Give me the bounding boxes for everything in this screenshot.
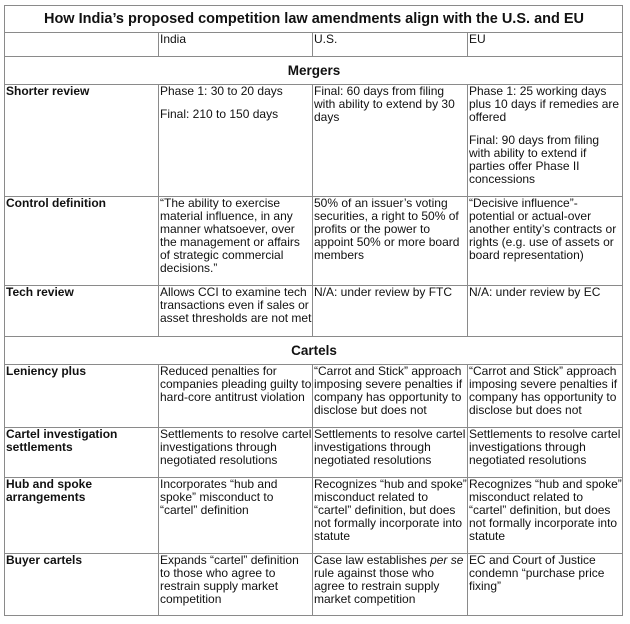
cell-paragraph [469,478,622,543]
table-row [5,365,623,428]
cell-paragraph [314,286,467,299]
cell-paragraph [160,286,312,325]
table-row [5,428,623,478]
row-label: Buyer cartels [5,554,159,616]
comparison-table [4,5,623,616]
cell-text: 50% of an issuer’s voting securities, a right to 50% of profits or the power to appoint 50% or more board members [314,196,460,262]
cell-text: Recognizes “hub and spoke” misconduct related to “cartel” definition, but does not formally incorporate into statute [314,477,467,543]
section-row [5,57,623,85]
cell-paragraph [469,134,622,186]
cell-eu [468,428,623,478]
section-heading: Cartels [5,337,623,365]
cell-text: Incorporates “hub and spoke” misconduct to “cartel” definition [160,477,278,517]
cell-text: Recognizes “hub and spoke” misconduct related to “cartel” definition, but does not formally incorporate into statute [469,477,622,543]
cell-paragraph [160,478,312,517]
cell-paragraph [314,365,467,417]
cell-paragraph [160,365,312,404]
cell-india [159,286,313,337]
title-row [5,6,623,33]
header-india: India [159,33,313,57]
cell-text: “The ability to exercise material influence, in any manner whatsoever, over the management or affairs of strategic commercial decisions.” [160,196,300,275]
cell-india [159,554,313,616]
section-row [5,337,623,365]
cell-paragraph [469,428,622,467]
cell-india [159,85,313,197]
cell-paragraph [160,85,312,98]
cell-text: Reduced penalties for companies pleading guilty to hard-core antitrust violation [160,364,312,404]
cell-paragraph [469,286,622,299]
cell-paragraph [160,554,312,606]
cell-paragraph [314,554,467,606]
cell-paragraph [469,365,622,417]
row-label: Cartel investigation settlements [5,428,159,478]
cell-text: Allows CCI to examine tech transactions even if sales or asset thresholds are not met [160,285,312,325]
cell-text: “Carrot and Stick” approach imposing severe penalties if company has opportunity to disclose but does not [314,364,463,417]
cell-text: EC and Court of Justice condemn “purchase price fixing” [469,553,605,593]
cell-text: Phase 1: 30 to 20 days [160,84,283,98]
cell-paragraph [160,428,312,467]
cell-paragraph [469,197,622,262]
table-body [5,6,623,616]
table-title: How India’s proposed competition law amendments align with the U.S. and EU [5,6,623,33]
cell-india [159,365,313,428]
header-row [5,33,623,57]
row-label: Shorter review [5,85,159,197]
table-row [5,197,623,286]
cell-us [313,478,468,554]
cell-paragraph [314,85,467,124]
cell-text: Final: 60 days from filing with ability to extend by 30 days [314,84,455,124]
cell-us [313,428,468,478]
cell-paragraph [314,428,467,467]
cell-text: N/A: under review by EC [469,285,601,299]
cell-text: Phase 1: 25 working days plus 10 days if remedies are offered [469,84,620,124]
cell-us [313,286,468,337]
italic-term: per se [430,553,464,567]
cell-india [159,197,313,286]
header-us: U.S. [313,33,468,57]
cell-india [159,478,313,554]
table-row [5,554,623,616]
cell-text: N/A: under review by FTC [314,285,453,299]
header-eu: EU [468,33,623,57]
cell-us [313,554,468,616]
cell-text: Settlements to resolve cartel investigations through negotiated resolutions [469,427,621,467]
row-label: Control definition [5,197,159,286]
row-label: Leniency plus [5,365,159,428]
cell-text: Settlements to resolve cartel investigations through negotiated resolutions [314,427,466,467]
cell-text: Case law establishes [314,553,431,567]
cell-text: “Decisive influence”- potential or actual-over another entity’s contracts or rights (e.g. use of assets or board representation) [469,196,617,262]
cell-text: rule against those who agree to restrain supply market competition [314,566,440,606]
cell-text: Final: 210 to 150 days [160,107,279,121]
row-label: Tech review [5,286,159,337]
table-row [5,85,623,197]
cell-eu [468,197,623,286]
cell-eu [468,85,623,197]
cell-india [159,428,313,478]
cell-paragraph [314,478,467,543]
cell-paragraph [314,197,467,262]
cell-text: “Carrot and Stick” approach imposing severe penalties if company has opportunity to disclose but does not [469,364,618,417]
cell-paragraph [469,85,622,124]
table-row [5,286,623,337]
table-row [5,478,623,554]
cell-text: Expands “cartel” definition to those who agree to restrain supply market competition [160,553,299,606]
cell-us [313,365,468,428]
cell-eu [468,478,623,554]
cell-us [313,85,468,197]
cell-paragraph [160,197,312,275]
cell-us [313,197,468,286]
header-empty [5,33,159,57]
cell-text: Settlements to resolve cartel investigations through negotiated resolutions [160,427,312,467]
cell-eu [468,365,623,428]
section-heading: Mergers [5,57,623,85]
cell-text: Final: 90 days from filing with ability to extend if parties offer Phase II concessions [469,133,600,186]
row-label: Hub and spoke arrangements [5,478,159,554]
cell-eu [468,554,623,616]
cell-eu [468,286,623,337]
cell-paragraph [160,108,312,121]
cell-paragraph [469,554,622,593]
